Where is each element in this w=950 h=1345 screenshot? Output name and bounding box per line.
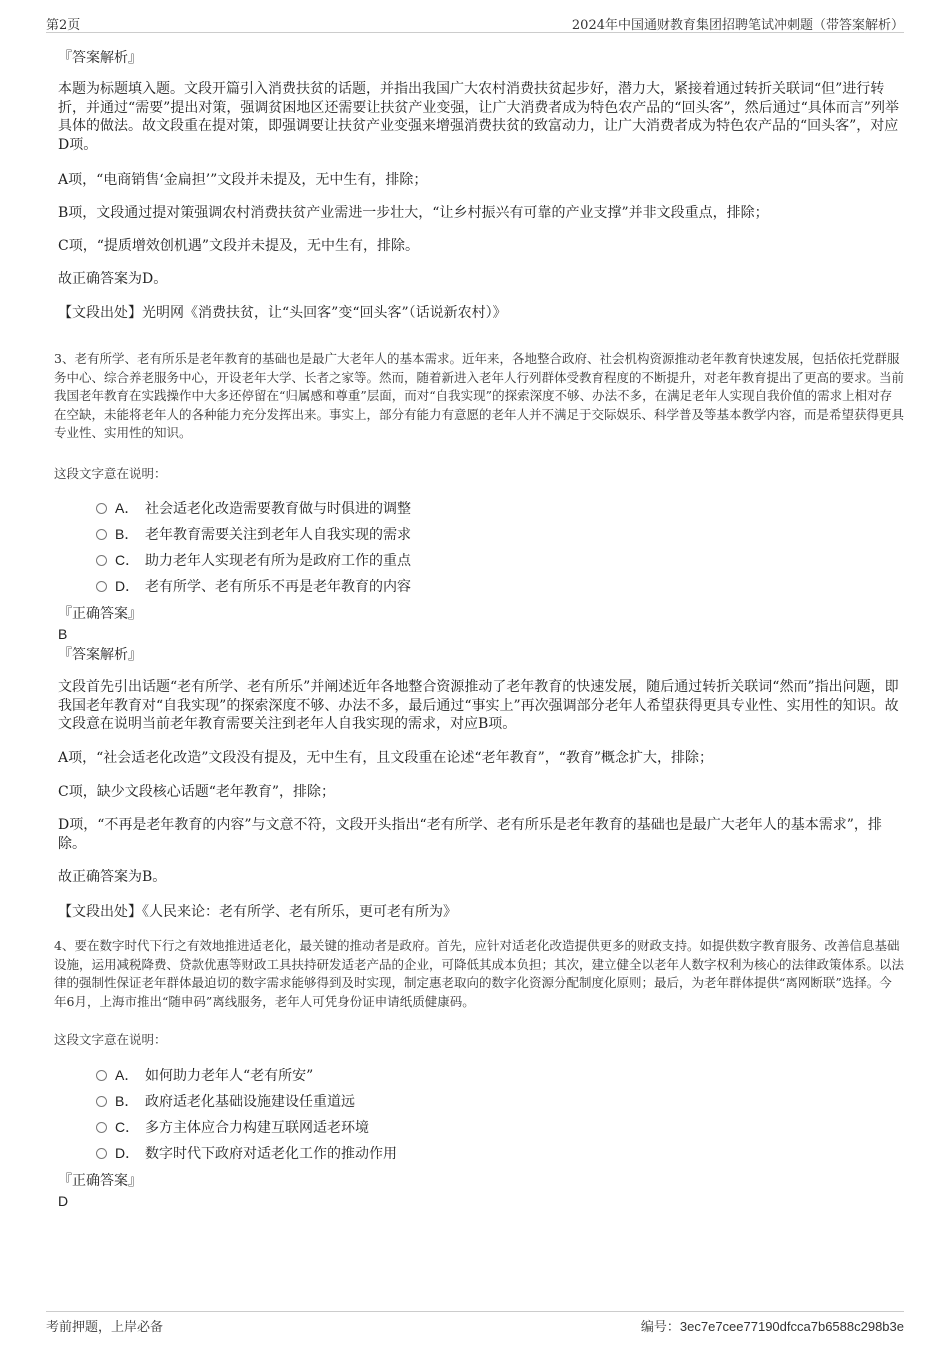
q2-option-a-note: A项，“电商销售‘金扁担’”文段并未提及，无中生有，排除； <box>58 172 428 188</box>
q4-option-a[interactable]: A． 如何助力老年人“老有所安” <box>96 1065 313 1085</box>
q3-option-a[interactable]: A． 社会适老化改造需要教育做与时俱进的调整 <box>96 498 411 518</box>
q3-analysis-label: 『答案解析』 <box>58 647 142 663</box>
radio-icon[interactable] <box>96 1148 107 1159</box>
q2-conclusion: 故正确答案为D。 <box>58 271 168 287</box>
q3-answer-label: 『正确答案』 <box>58 606 142 622</box>
q4-option-b[interactable]: B． 政府适老化基础设施建设任重道远 <box>96 1091 355 1111</box>
q2-source: 【文段出处】光明网《消费扶贫，让“头回客”变“回头客”（话说新农村）》 <box>58 305 507 321</box>
page-header <box>46 12 904 33</box>
q3-option-c[interactable]: C． 助力老年人实现老有所为是政府工作的重点 <box>96 550 411 570</box>
document-code: 编号：3ec7e7cee77190dfcca7b6588c298b3e <box>640 1319 904 1334</box>
q3-option-c-note: C项，缺少文段核心话题“老年教育”，排除； <box>58 784 336 800</box>
q4-option-d[interactable]: D． 数字时代下政府对适老化工作的推动作用 <box>96 1143 397 1163</box>
page-footer <box>46 1311 904 1334</box>
q2-analysis: 本题为标题填入题。文段开篇引入消费扶贫的话题，并指出我国广大农村消费扶贫起步好，潜力大，紧接着通过转折关联词“但”进行转折，并通过“需要”提出对策，强调贫困地区还需要让扶贫产业变强，让广大消费者成为特色农产品的“回头客”，然后通过“具体而言”列举具体的做法。故文段重在提对策，即强调要让扶贫产业变强来增强消费扶贫的致富动力，让广大消费者成为特色农产品的“回头客”，对应D项。 <box>58 81 899 153</box>
q3-analysis: 文段首先引出话题“老有所学、老有所乐”并阐述近年各地整合资源推动了老年教育的快速发展，随后通过转折关联词“然而”指出问题，即我国老年教育对“自我实现”的探索深度不够、办法不多，最后通过“事实上”再次强调部分老年人希望获得更具专业性、实用性的知识。故文段意在说明当前老年教育需要关注到老年人自我实现的需求，对应B项。 <box>58 679 899 732</box>
radio-icon[interactable] <box>96 555 107 566</box>
q3-prompt: 这段文字意在说明： <box>54 466 167 481</box>
q2-option-b-note: B项，文段通过提对策强调农村消费扶贫产业需进一步壮大，“让乡村振兴有可靠的产业支撑”并非文段重点，排除； <box>58 205 769 221</box>
q3-stem: 3、老有所学、老有所乐是老年教育的基础也是最广大老年人的基本需求。近年来，各地整合政府、社会机构资源推动老年教育快速发展，包括依托党群服务中心、综合养老服务中心，开设老年大学、长者之家等。然而，随着新进入老年人行列群体受教育程度的不断提升，对老年教育提出了更高的要求。当前我国老年教育在实践操作中大多还停留在“归属感和尊重”层面，而对“自我实现”的探索深度不够、办法不多，在满足老年人实现自我价值的需求上相对存在空缺，未能将老年人的各种能力充分发挥出来。事实上，部分有能力有意愿的老年人并不满足于交际娱乐、科学普及等基本教学内容，而是希望获得更具专业性、实用性的知识。 <box>54 351 905 440</box>
radio-icon[interactable] <box>96 581 107 592</box>
radio-icon[interactable] <box>96 503 107 514</box>
q3-option-d-note: D项，“不再是老年教育的内容”与文意不符，文段开头指出“老有所学、老有所乐是老年教育的基础也是最广大老年人的基本需求”，排除。 <box>58 817 882 852</box>
radio-icon[interactable] <box>96 529 107 540</box>
q4-prompt: 这段文字意在说明： <box>54 1032 167 1047</box>
radio-icon[interactable] <box>96 1122 107 1133</box>
q3-answer: B <box>58 626 68 642</box>
document-title: 2024年中国通财教育集团招聘笔试冲刺题（带答案解析） <box>571 18 904 33</box>
q4-answer-label: 『正确答案』 <box>58 1173 142 1189</box>
footer-slogan: 考前押题，上岸必备 <box>46 1320 164 1335</box>
q3-conclusion: 故正确答案为B。 <box>58 869 167 885</box>
q3-option-a-note: A项，“社会适老化改造”文段没有提及，无中生有，且文段重在论述“老年教育”，“教育”概念扩大，排除； <box>58 750 714 766</box>
q4-option-c[interactable]: C． 多方主体应合力构建互联网适老环境 <box>96 1117 369 1137</box>
q2-analysis-label: 『答案解析』 <box>58 50 142 66</box>
q3-source: 【文段出处】《人民来论：老有所学、老有所乐，更可老有所为》 <box>58 904 457 920</box>
q3-option-b[interactable]: B． 老年教育需要关注到老年人自我实现的需求 <box>96 524 411 544</box>
page-number: 第2页 <box>46 18 81 33</box>
radio-icon[interactable] <box>96 1096 107 1107</box>
q2-option-c-note: C项，“提质增效创机遇”文段并未提及，无中生有，排除。 <box>58 238 420 254</box>
q3-option-d[interactable]: D． 老有所学、老有所乐不再是老年教育的内容 <box>96 576 411 596</box>
q4-stem: 4、要在数字时代下行之有效地推进适老化，最关键的推动者是政府。首先，应针对适老化改造提供更多的财政支持。如提供数字教育服务、改善信息基础设施，运用减税降费、贷款优惠等财政工具扶持研发适老产品的企业，可降低其成本负担；其次，建立健全以老年人数字权利为核心的法律政策体系。以法律的强制性保证老年群体最迫切的数字需求能够得到及时实现，制定惠老取向的数字化资源分配制度化原则；最后，为老年群体提供“离网断联”选择。今年6月，上海市推出“随申码”离线服务，老年人可凭身份证申请纸质健康码。 <box>54 938 905 1009</box>
q4-answer: D <box>58 1193 69 1209</box>
radio-icon[interactable] <box>96 1070 107 1081</box>
